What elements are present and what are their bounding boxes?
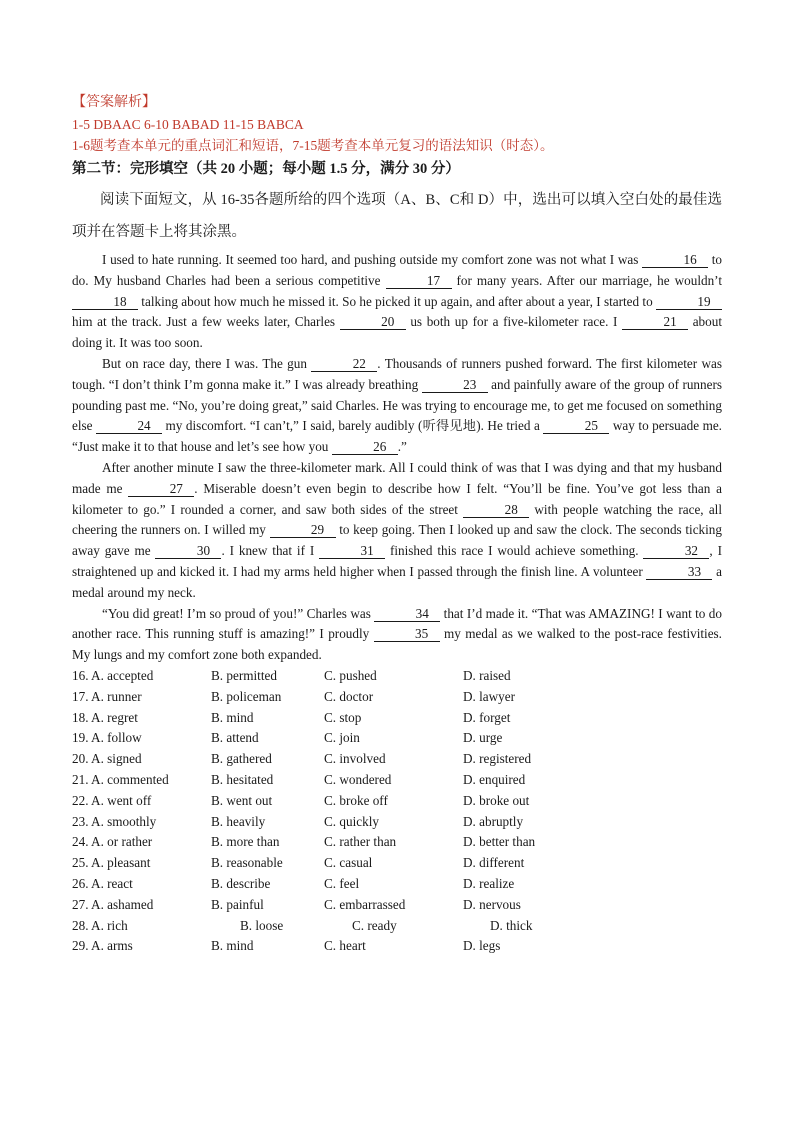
- option-d: D. nervous: [463, 896, 521, 912]
- option-a: 26. A. react: [72, 875, 133, 891]
- blank-number: 19: [656, 295, 722, 310]
- passage-text: . I knew that if I: [221, 543, 320, 559]
- option-d: D. better than: [463, 834, 536, 850]
- passage-text: and painfully aware of the group of runners pounding past me. “No, you’re doing great,” said Charles. He was trying to encourage me, to get me focused on something else: [72, 376, 722, 434]
- blank-number: 17: [386, 274, 452, 289]
- option-row: [72, 853, 722, 874]
- option-c: C. involved: [324, 751, 386, 767]
- option-c: C. feel: [324, 875, 360, 891]
- passage-paragraph: [72, 604, 722, 666]
- passage-text: that I’d made it. “That was AMAZING! I want to do another race. This running stuff is amazing!” I proudly: [72, 605, 722, 642]
- option-a: 27. A. ashamed: [72, 896, 154, 912]
- option-b: B. permitted: [211, 667, 277, 683]
- answer-note: 1-6题考查本单元的重点词汇和短语，7-15题考查本单元复习的语法知识（时态）。: [72, 138, 554, 153]
- option-d: D. lawyer: [463, 688, 515, 704]
- passage-text: finished this race I would achieve something.: [385, 543, 644, 559]
- option-d: D. broke out: [463, 792, 530, 808]
- passage-text: I used to hate running. It seemed too hard, and pushing outside my comfort zone was not what I was: [102, 252, 643, 267]
- passage-paragraph: [72, 458, 722, 604]
- option-a: 21. A. commented: [72, 771, 169, 787]
- option-row: [72, 832, 722, 853]
- option-d: D. registered: [463, 751, 532, 767]
- passage-paragraph: [72, 250, 722, 354]
- option-row: [72, 874, 722, 895]
- option-b: B. describe: [211, 875, 271, 891]
- option-a: 16. A. accepted: [72, 667, 154, 683]
- passage-text: to do. My husband Charles had been a serious competitive: [72, 252, 722, 288]
- blank-number: 27: [128, 482, 194, 497]
- option-b: B. hesitated: [211, 771, 274, 787]
- passage-text: way to persuade me. “Just make it to that house and let’s see how you: [72, 418, 722, 455]
- option-b: B. gathered: [211, 751, 272, 767]
- option-d: D. realize: [463, 875, 515, 891]
- option-c: C. ready: [352, 917, 397, 933]
- option-row: [72, 916, 722, 937]
- option-c: C. wondered: [324, 771, 392, 787]
- passage-text: for many years. After our marriage, he wouldn’t: [451, 272, 722, 288]
- option-c: C. doctor: [324, 688, 374, 704]
- blank-number: 32: [643, 544, 709, 559]
- option-a: 17. A. runner: [72, 688, 142, 704]
- option-d: D. thick: [490, 917, 533, 933]
- passage-text: with people watching the race, all cheering the runners on. I willed my: [72, 501, 722, 538]
- option-b: B. reasonable: [211, 855, 283, 871]
- blank-number: 29: [270, 523, 336, 538]
- option-d: D. raised: [463, 667, 511, 683]
- passage-text: .”: [397, 439, 407, 455]
- passage-text: my discomfort. “I can’t,” I said, barely audibly (听得见地). He tried a: [162, 418, 544, 434]
- answer-keys: 1-5 DBAAC 6-10 BABAD 11-15 BABCA: [72, 117, 304, 132]
- option-b: B. policeman: [211, 688, 282, 704]
- passage-text: about doing it. It was too soon.: [72, 314, 722, 351]
- blank-number: 24: [96, 419, 162, 434]
- option-b: B. loose: [240, 917, 284, 933]
- passage-text: . Thousands of runners pushed forward. The first kilometer was tough. “I don’t think I’m gonna make it.” I was already breathing: [72, 355, 722, 392]
- option-row: [72, 708, 722, 729]
- option-c: C. broke off: [324, 792, 388, 808]
- option-d: D. different: [463, 855, 525, 871]
- blank-number: 26: [332, 440, 398, 455]
- option-a: 29. A. arms: [72, 938, 133, 954]
- option-a: 22. A. went off: [72, 792, 152, 808]
- passage-text: to keep going. Then I looked up and saw the clock. The seconds ticking away gave me: [72, 522, 722, 559]
- option-a: 19. A. follow: [72, 730, 142, 746]
- option-c: C. pushed: [324, 667, 377, 683]
- option-a: 25. A. pleasant: [72, 855, 151, 871]
- option-a: 18. A. regret: [72, 709, 138, 725]
- option-a: 23. A. smoothly: [72, 813, 157, 829]
- passage-text: my medal as we walked to the post-race festivities. My lungs and my comfort zone both expanded.: [72, 626, 722, 663]
- blank-number: 28: [463, 503, 529, 518]
- blank-number: 22: [311, 357, 377, 372]
- option-a: 24. A. or rather: [72, 834, 153, 850]
- option-a: 20. A. signed: [72, 751, 142, 767]
- blank-number: 25: [543, 419, 609, 434]
- passage-text: . Miserable doesn’t even begin to describe how I felt. “You’ll be fine. You’ve got less than a kilometer to go.” I rounded a corner, and saw both sides of the street: [72, 480, 723, 517]
- blank-number: 34: [374, 607, 440, 622]
- option-d: D. forget: [463, 709, 511, 725]
- instruction-text: 阅读下面短文，从 16-35各题所给的四个选项（A、B、C和 D）中，选出可以填入空白处的最佳选项并在答题卡上将其涂黑。: [72, 192, 722, 240]
- passage-text: But on race day, there I was. The gun: [102, 355, 312, 371]
- option-b: B. went out: [211, 792, 273, 808]
- passage-text: , I straightened up and kicked it. I had my arms held higher when I passed through the finish line. A volunteer: [72, 543, 722, 579]
- blank-number: 20: [340, 315, 406, 330]
- option-row: [72, 687, 722, 708]
- passage-text: “You did great! I’m so proud of you!” Charles was: [102, 605, 375, 621]
- blank-number: 35: [374, 627, 440, 642]
- option-d: D. abruptly: [463, 813, 524, 829]
- option-a: 28. A. rich: [72, 917, 128, 933]
- option-c: C. stop: [324, 709, 362, 725]
- option-b: B. attend: [211, 730, 259, 746]
- option-c: C. rather than: [324, 834, 397, 850]
- option-row: [72, 936, 722, 957]
- passage-text: a medal around my neck.: [72, 563, 722, 600]
- option-row: [72, 728, 722, 749]
- option-c: C. heart: [324, 938, 366, 954]
- options-list: [72, 666, 722, 957]
- option-row: [72, 666, 722, 687]
- blank-number: 23: [422, 378, 488, 393]
- option-c: C. quickly: [324, 813, 379, 829]
- cloze-passage: [72, 250, 722, 666]
- option-row: [72, 749, 722, 770]
- option-row: [72, 770, 722, 791]
- option-d: D. legs: [463, 938, 501, 954]
- section-title: 第二节：完形填空（共 20 小题；每小题 1.5 分，满分 30 分）: [72, 161, 460, 177]
- option-c: C. casual: [324, 855, 373, 871]
- option-row: [72, 895, 722, 916]
- passage-text: him at the track. Just a few weeks later, Charles: [72, 314, 340, 330]
- option-d: D. urge: [463, 730, 503, 746]
- passage-text: talking about how much he missed it. So he picked it up again, and after about a year, I started to: [138, 293, 656, 309]
- blank-number: 21: [622, 315, 688, 330]
- option-b: B. mind: [211, 709, 254, 725]
- blank-number: 33: [646, 565, 712, 580]
- passage-text: us both up for a five-kilometer race. I: [405, 314, 623, 330]
- option-c: C. embarrassed: [324, 896, 406, 912]
- answer-header: 【答案解析】: [72, 95, 156, 110]
- passage-text: After another minute I saw the three-kilometer mark. All I could think of was that I was dying and that my husband made me: [72, 459, 722, 496]
- blank-number: 31: [319, 544, 385, 559]
- option-c: C. join: [324, 730, 360, 746]
- blank-number: 30: [155, 544, 221, 559]
- document-page: [72, 92, 722, 957]
- option-b: B. heavily: [211, 813, 266, 829]
- blank-number: 16: [642, 253, 708, 268]
- option-row: [72, 812, 722, 833]
- option-b: B. painful: [211, 896, 264, 912]
- option-d: D. enquired: [463, 771, 526, 787]
- option-b: B. more than: [211, 834, 280, 850]
- passage-paragraph: [72, 354, 722, 458]
- option-row: [72, 791, 722, 812]
- option-b: B. mind: [211, 938, 254, 954]
- blank-number: 18: [72, 295, 138, 310]
